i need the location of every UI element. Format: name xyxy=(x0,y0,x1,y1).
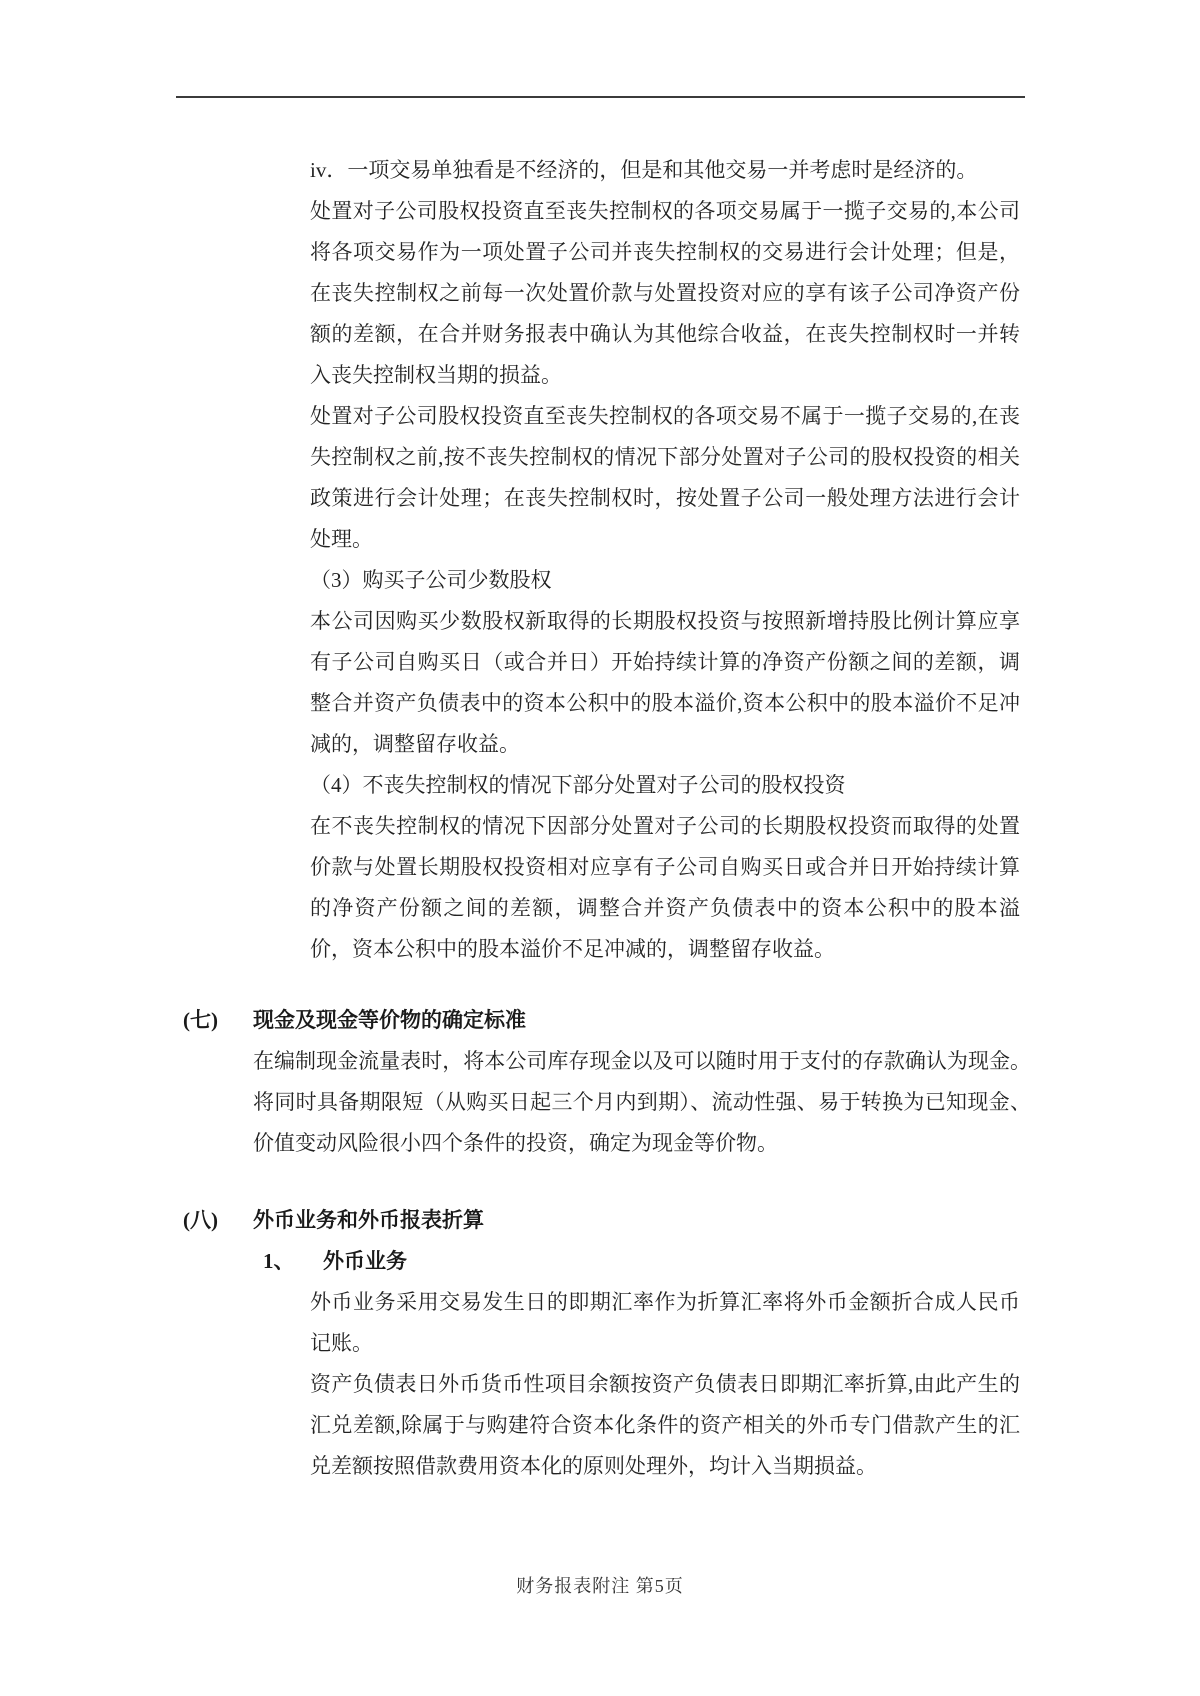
continuation-block xyxy=(183,150,1031,970)
section-cash-equivalents xyxy=(183,1000,1031,1164)
section-8-title: 外币业务和外币报表折算 xyxy=(253,1208,484,1232)
subsection-1-heading xyxy=(263,1241,1031,1282)
page-footer: 财务报表附注 第5页 xyxy=(516,1576,684,1596)
paragraph-cash-definition: 在编制现金流量表时，将本公司库存现金以及可以随时用于支付的存款确认为现金。将同时具备期限短（从购买日起三个月内到期）、流动性强、易于转换为已知现金、价值变动风险很小四个条件的投资，确定为现金等价物。 xyxy=(253,1049,1031,1155)
item-4-heading: （4）不丧失控制权的情况下部分处置对子公司的股权投资 xyxy=(310,773,846,797)
section-7-number: (七) xyxy=(183,1008,218,1032)
header-rule xyxy=(176,96,1025,98)
paragraph-iv: iv．一项交易单独看是不经济的，但是和其他交易一并考虑时是经济的。 xyxy=(310,158,978,182)
subsection-1-title: 外币业务 xyxy=(323,1249,407,1273)
section-foreign-currency xyxy=(183,1200,1031,1487)
paragraph-bundled-transactions: 处置对子公司股权投资直至丧失控制权的各项交易属于一揽子交易的,本公司将各项交易作为一项处置子公司并丧失控制权的交易进行会计处理；但是，在丧失控制权之前每一次处置价款与处置投资对应的享有该子公司净资产份额的差额，在合并财务报表中确认为其他综合收益，在丧失控制权时一并转入丧失控制权当期的损益。 xyxy=(310,199,1020,387)
paragraph-fx-translation: 资产负债表日外币货币性项目余额按资产负债表日即期汇率折算,由此产生的汇兑差额,除属于与购建符合资本化条件的资产相关的外币专门借款产生的汇兑差额按照借款费用资本化的原则处理外，均计入当期损益。 xyxy=(310,1372,1020,1478)
subsection-1-number: 1、 xyxy=(263,1249,295,1273)
section-8-number: (八) xyxy=(183,1208,218,1232)
paragraph-non-bundled-transactions: 处置对子公司股权投资直至丧失控制权的各项交易不属于一揽子交易的,在丧失控制权之前,按不丧失控制权的情况下部分处置对子公司的股权投资的相关政策进行会计处理；在丧失控制权时，按处置子公司一般处理方法进行会计处理。 xyxy=(310,404,1020,551)
section-7-title: 现金及现金等价物的确定标准 xyxy=(253,1008,526,1032)
paragraph-partial-disposal: 在不丧失控制权的情况下因部分处置对子公司的长期股权投资而取得的处置价款与处置长期股权投资相对应享有子公司自购买日或合并日开始持续计算的净资产份额之间的差额，调整合并资产负债表中的资本公积中的股本溢价，资本公积中的股本溢价不足冲减的，调整留存收益。 xyxy=(310,814,1020,961)
section-7-heading xyxy=(183,1000,1031,1041)
paragraph-fx-transactions: 外币业务采用交易发生日的即期汇率作为折算汇率将外币金额折合成人民币记账。 xyxy=(310,1290,1020,1355)
item-3-heading: （3）购买子公司少数股权 xyxy=(310,568,552,592)
section-8-heading xyxy=(183,1200,1031,1241)
paragraph-minority-equity: 本公司因购买少数股权新取得的长期股权投资与按照新增持股比例计算应享有子公司自购买日（或合并日）开始持续计算的净资产份额之间的差额，调整合并资产负债表中的资本公积中的股本溢价,资本公积中的股本溢价不足冲减的，调整留存收益。 xyxy=(310,609,1020,756)
